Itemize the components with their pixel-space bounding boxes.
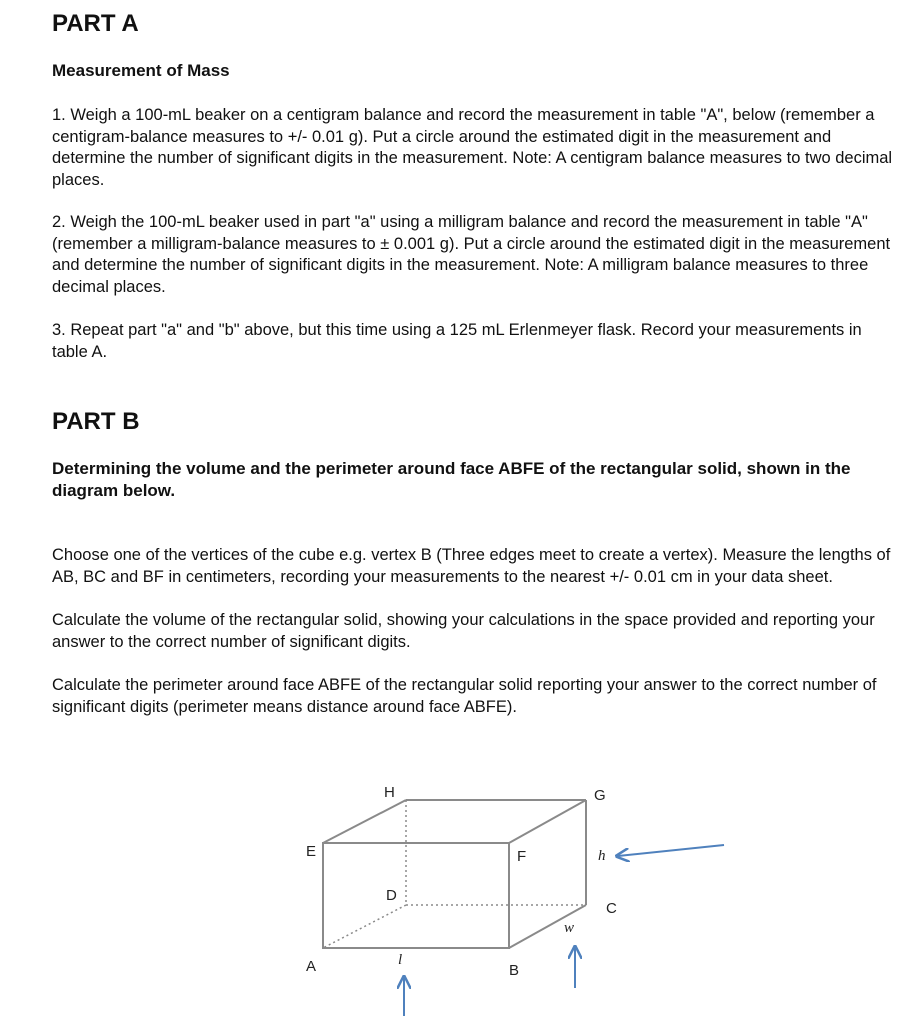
part-a-title: PART A: [52, 10, 139, 37]
dimension-label-height: h: [598, 848, 606, 864]
vertex-label-a: A: [306, 958, 317, 975]
vertex-label-h: H: [384, 784, 395, 801]
part-a-item-3: 3. Repeat part "a" and "b" above, but this time using a 125 mL Erlenmeyer flask. Record your measurements in table A.: [52, 321, 862, 361]
part-b-title: PART B: [52, 408, 140, 435]
part-a-subtitle: Measurement of Mass: [52, 61, 230, 80]
part-b-instructions: Choose one of the vertices of the cube e.g. vertex B (Three edges meet to create a vertex). Measure the lengths of AB, BC and BF in centimeters, recording your measurements to the nearest +/- 0.01 cm in your data sheet.: [52, 546, 891, 586]
visible-edges: [323, 800, 586, 948]
dimension-label-length: l: [398, 952, 403, 968]
part-a-item-2: 2. Weigh the 100-mL beaker used in part "a" using a milligram balance and record the measurement in table "A" (remember a milligram-balance measures to ± 0.001 g). Put a circle around the estimated digit in the measurement and determine the number of significant digits in the measurement. Note: A milligram balance measures to three decimal places.: [52, 213, 891, 296]
front-face-abfe: [323, 843, 509, 948]
dimension-label-width: w: [564, 920, 575, 936]
height-arrow-icon: [618, 845, 724, 856]
vertex-label-b: B: [509, 962, 520, 979]
edge-fg: [509, 800, 586, 843]
vertex-label-g: G: [594, 787, 606, 804]
part-b-subtitle: Determining the volume and the perimeter around face ABFE of the rectangular solid, shown in the diagram below.: [52, 459, 851, 500]
vertex-label-c: C: [606, 900, 617, 917]
part-b-perimeter-instructions: Calculate the perimeter around face ABFE of the rectangular solid reporting your answer to the correct number of significant digits (perimeter means distance around face ABFE).: [52, 676, 877, 716]
vertex-label-d: D: [386, 887, 397, 904]
edge-bc: [509, 905, 586, 948]
hidden-edge-da: [323, 905, 406, 948]
vertex-label-f: F: [517, 848, 527, 865]
part-b-volume-instructions: Calculate the volume of the rectangular solid, showing your calculations in the space provided and reporting your answer to the correct number of significant digits.: [52, 611, 875, 651]
rectangular-solid-diagram: [0, 770, 904, 1024]
part-a-item-1: 1. Weigh a 100-mL beaker on a centigram balance and record the measurement in table "A", below (remember a centigram-balance measures to +/- 0.01 g). Put a circle around the estimated digit in the measurement and determine the number of significant digits in the measurement. Note: A centigram balance measures to two decimal places.: [52, 106, 893, 189]
edge-eh: [323, 800, 406, 843]
vertex-label-e: E: [306, 843, 317, 860]
